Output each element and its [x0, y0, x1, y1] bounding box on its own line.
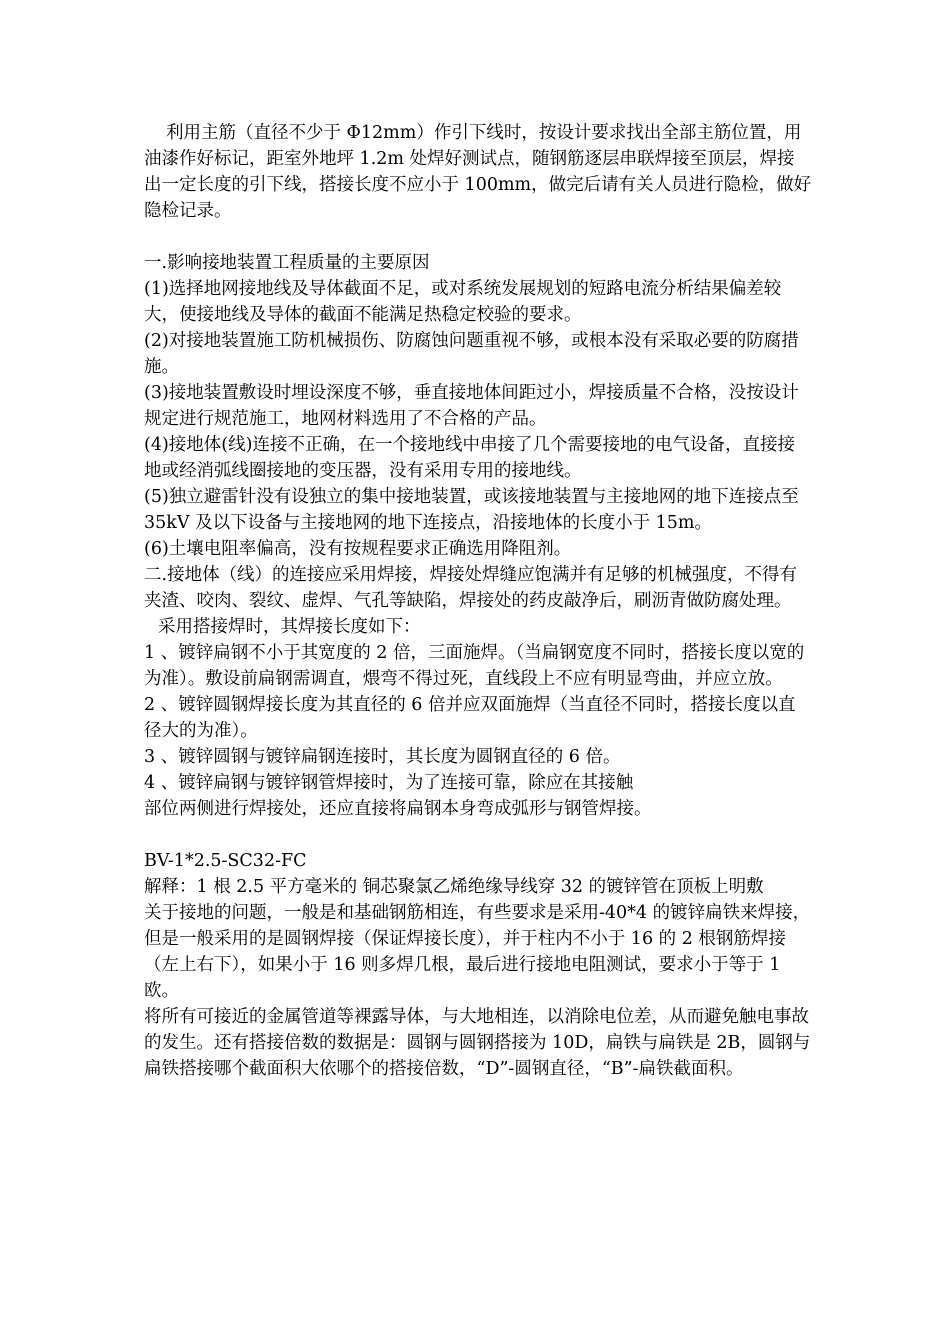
- section1-heading: 一.影响接地装置工程质量的主要原因: [144, 253, 430, 273]
- section2-subheading: 采用搭接焊时，其焊接长度如下：: [158, 617, 421, 637]
- section1-item: (6)土壤电阻率偏高，没有按规程要求正确选用降阻剂。: [144, 539, 572, 559]
- section1-item: (5)独立避雷针没有设独立的集中接地装置，或该接地装置与主接地网的地下连接点至 35kV 及以下设备与主接地网的地下连接点，沿接地体的长度小于 15m。: [144, 487, 799, 533]
- section3-paragraph: 关于接地的问题，一般是和基础钢筋相连，有些要求是采用-40*4 的镀锌扁铁来焊接，但是一般采用的是圆钢焊接（保证焊接长度），并于柱内不小于 16 的 2 根钢筋焊接（左上右下），如果小于 16 则多焊几根，最后进行接地电阻测试，要求小于等于 1 欧。: [144, 903, 811, 1001]
- section2-item: 2 、镀锌圆钢焊接长度为其直径的 6 倍并应双面施焊（当直径不同时，搭接长度以直径大的为准）。: [144, 695, 796, 741]
- section1-item: (3)接地装置敷设时埋设深度不够，垂直接地体间距过小，焊接质量不合格，没按设计规定进行规范施工，地网材料选用了不合格的产品。: [144, 383, 799, 429]
- section2-item: 1 、镀锌扁钢不小于其宽度的 2 倍，三面施焊。（当扁钢宽度不同时，搭接长度以宽的为准）。敷设前扁钢需调直，煨弯不得过死，直线段上不应有明显弯曲，并应立放。: [144, 643, 805, 689]
- section1-item: (4)接地体(线)连接不正确，在一个接地线中串接了几个需要接地的电气设备，直接接地或经消弧线圈接地的变压器，没有采用专用的接地线。: [144, 435, 795, 481]
- section3-paragraph: 解释：1 根 2.5 平方毫米的 铜芯聚氯乙烯绝缘导线穿 32 的镀锌管在顶板上明敷: [144, 877, 764, 897]
- spacer: [144, 822, 812, 848]
- section1-item: (2)对接地装置施工防机械损伤、防腐蚀问题重视不够，或根本没有采取必要的防腐措施。: [144, 331, 799, 377]
- section2-heading: 二.接地体（线）的连接应采用焊接，焊接处焊缝应饱满并有足够的机械强度，不得有夹渣、咬肉、裂纹、虚焊、气孔等缺陷，焊接处的药皮敲净后，刷沥青做防腐处理。: [144, 565, 798, 611]
- document-body: [144, 120, 812, 1082]
- spacer: [144, 224, 812, 250]
- section2-item: 4 、镀锌扁钢与镀锌钢管焊接时，为了连接可靠，除应在其接触: [144, 773, 634, 793]
- section2-item: 3 、镀锌圆钢与镀锌扁钢连接时，其长度为圆钢直径的 6 倍。: [144, 747, 621, 767]
- section2-item: 部位两侧进行焊接处，还应直接将扁钢本身弯成弧形与钢管焊接。: [144, 799, 652, 819]
- section3-paragraph: 将所有可接近的金属管道等裸露导体，与大地相连，以消除电位差，从而避免触电事故的发生。还有搭接倍数的数据是：圆钢与圆钢搭接为 10D，扁铁与扁铁是 2B，圆钢与扁铁搭接哪个截面积大依哪个的搭接倍数，“D”-圆钢直径，“B”-扁铁截面积。: [144, 1007, 811, 1079]
- section1-item: (1)选择地网接地线及导体截面不足，或对系统发展规划的短路电流分析结果偏差较大，使接地线及导体的截面不能满足热稳定校验的要求。: [144, 279, 782, 325]
- intro-paragraph: 利用主筋（直径不少于 Φ12mm）作引下线时，按设计要求找出全部主筋位置，用油漆作好标记，距室外地坪 1.2m 处焊好测试点，随钢筋逐层串联焊接至顶层，焊接出一定长度的引下线，搭接长度不应小于 100mm，做完后请有关人员进行隐检，做好隐检记录。: [144, 123, 812, 221]
- cable-code: BV-1*2.5-SC32-FC: [144, 851, 307, 871]
